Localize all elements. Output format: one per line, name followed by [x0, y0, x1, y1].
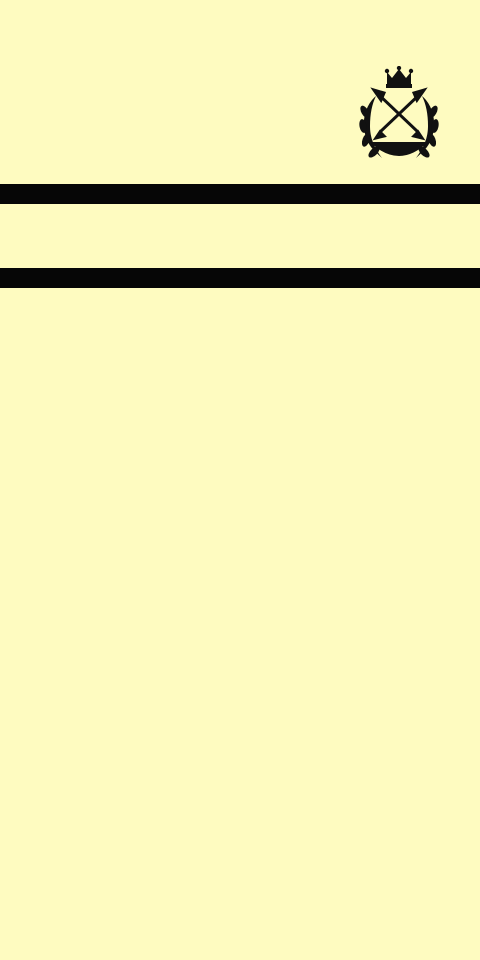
day-header: [0, 184, 480, 204]
schedule: [0, 184, 480, 288]
club-logo: [356, 66, 442, 176]
header: [0, 0, 480, 184]
crossed-arrows-icon: [374, 90, 424, 138]
time-slot: [0, 204, 480, 268]
day-header: [0, 268, 480, 288]
crown-icon: [385, 66, 413, 88]
